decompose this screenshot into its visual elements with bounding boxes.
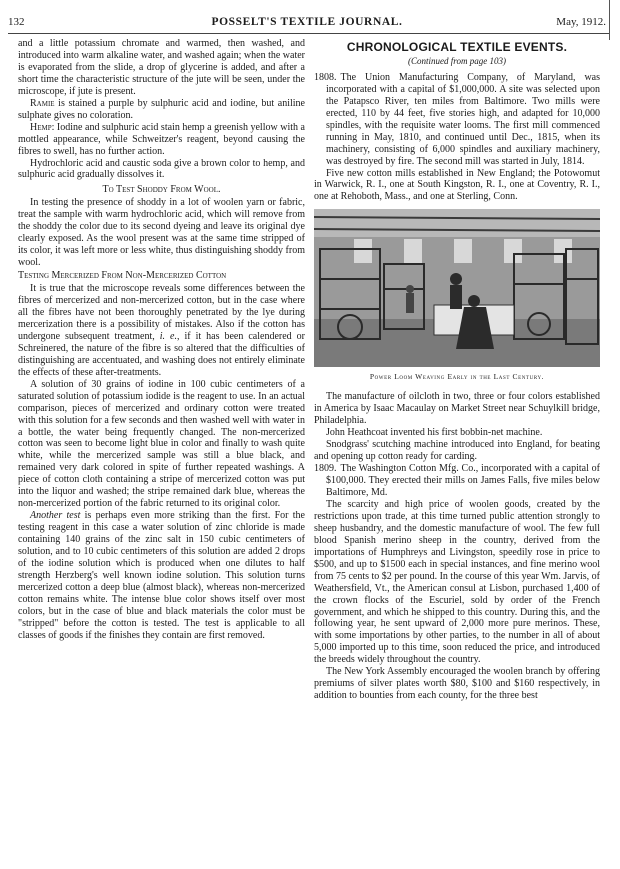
left-column <box>18 38 305 861</box>
microscope-text-b: , if it has been calendered or Schreinered, the nature of the fibre is so altered that the difficulties of distinguishing are accentuated, and washing does not entirely eliminate the effects of these after-treatments. <box>18 330 305 378</box>
paragraph-scarcity: The scarcity and high price of woolen goods, created by the restrictions upon trade, at this time turned public attention strongly to sheep husbandry, and the domestic manufacture of wool. The few full blood Spanish merino sheep in the country, derived from the importations of Humphreys and Livingston, speedily rose in price to $500, and up to $1500 each in special instances, and fine merino wool from 75 cents to $2 per pound. In the course of this year Wm. Jarvis, of Weathersfield, Vt., the American consul at Lisbon, purchased 1,400 of the crown flocks of the Escuriel, sold by order of the French government, and which he shipped to this country. During this, and the following year, he sent upward of 2,000 more pure merinos. These, with some importations by other parties, to the number in all of about 5,000 imported up to this time, soon reduced the price, and introduced the breeds widely throughout the country. <box>314 498 600 666</box>
issue-date: May, 1912. <box>556 16 606 28</box>
continued-note: (Continued from page 103) <box>408 55 506 66</box>
header-rule <box>8 33 610 34</box>
another-test-lead: Another test <box>30 510 81 522</box>
ramie-text: is stained a purple by sulphuric acid and iodine, but aniline sulphate gives no coloration. <box>18 97 305 121</box>
year-1809: 1809. <box>314 463 337 475</box>
ramie-label: Ramie <box>30 97 55 109</box>
right-column <box>314 38 600 861</box>
hemp-text: : Iodine and sulphuric acid stain hemp a greenish yellow with a mottled appearance, while Schweitzer's reagent, beyond causing the fibres to swell, has no further action. <box>18 121 305 157</box>
paragraph-microscope <box>18 283 305 379</box>
another-test-text: is perhaps even more striking than the first. For the testing reagent in this case a water solution of zinc chloride is made containing 140 grains of the zinc salt in 150 cubic centimeters of solution, and to 10 cubic centimeters of this solution are added 2 drops of the iodine solution which is produced when one dilutes to half strength Herzberg's well known iodine solution. This solution turns mercerized cotton a deep blue (almost black), whereas non-mercerized cotton remains white. The intense blue color shows itself over most colors, but in the case of blue and black materials the color must be "stripped" before the cotton is tested. The test is applicable to all classes of goods if the finishes they contain are first removed. <box>18 510 305 641</box>
power-loom-picture <box>314 209 600 367</box>
paragraph-five-mills: Five new cotton mills established in New England; the Potowomut in Warwick, R. I., one at South Kingston, R. I., one at Coventry, R. I., one at Rehoboth, Mass., and one at Sterling, Conn. <box>314 167 600 203</box>
figure-caption: Power Loom Weaving Early in the Last Century. <box>369 372 545 382</box>
year-1808: 1808. <box>314 71 337 83</box>
entry-1808-text: The Union Manufacturing Company, of Maryland, was incorporated with a capital of $1,000,000. A site was selected upon the Patapsco River, ten miles from Baltimore. Two mills were erected, 110 by 44 feet, five stories high, and adapted for 10,000 spindles, with the requisite water looms. The first mill commenced running in May, 1810, and continued until Dec., 1815, when its machinery, consisting of 6,000 spindles and auxiliary machinery, was destroyed by fire. The second mill was started in July, 1814. <box>326 71 600 167</box>
paragraph-snodgrass: Snodgrass' scutching machine introduced into England, for beating and opening up cotton ready for carding. <box>314 439 600 463</box>
journal-title: POSSELT'S TEXTILE JOURNAL. <box>211 16 403 28</box>
paragraph-hydrochloric: Hydrochloric acid and caustic soda give a brown color to hemp, and sulphuric acid gradually dissolves it. <box>18 157 305 181</box>
paragraph-hemp <box>18 122 305 158</box>
hemp-label: Hemp <box>30 121 52 133</box>
page-number: 132 <box>8 16 25 28</box>
entry-1809-text: The Washington Cotton Mfg. Co., incorporated with a capital of $100,000. They erected their mills on James Falls, five miles below Baltimore, Md. <box>326 463 600 498</box>
heading-test-shoddy: To Test Shoddy From Wool. <box>102 184 221 196</box>
paragraph-new-york: The New York Assembly encouraged the woolen branch by offering premiums of silver plates worth $80, $100 and $160 respectively, in addition to bounties from each county, for the three best <box>314 666 600 702</box>
power-loom-illustration <box>314 209 600 367</box>
paragraph-jute-continued: and a little potassium chromate and warmed, then washed, and introduced into warm alkaline water, and washed again; when the water is evaporated from the slide, a drop of glycerine is added, and after a short time the characteristic structure of the jute will be seen, under the microscope, if jute is present. <box>18 38 305 97</box>
paragraph-another-test <box>18 510 305 641</box>
ie-abbrev: i. e. <box>159 330 177 342</box>
paragraph-iodine-solution: A solution of 30 grains of iodine in 100 cubic centimeters of a saturated solution of potassium iodide is the reagent to use. In an actual comparison, pieces of mercerized and ordinary cotton were treated with this solution for a few seconds and then washed well with water in a bottle, the water being frequently changed. The non-mercerized cotton was seen to become light blue in color and finally to wash quite white, while the mercerized sample was still a blue black, and remained very dark colored in spite of further repeated washings. A piece of cotton cloth containing a stripe of mercerized cotton was put into the liquor and washed; the stripe remained dark blue, whereas the non-mercerized portion of the fabric returned to its original color. <box>18 378 305 510</box>
margin-rule <box>609 0 610 40</box>
microscope-text-a: It is true that the microscope reveals some differences between the fibres of mercerized and non-mercerized cotton, but in the case where all the fibres have not been thoroughly penetrated by the lye during mercerization there is a possibility of mistakes. Also if the cotton has undergone subsequent treatment, <box>18 283 305 342</box>
section-title: CHRONOLOGICAL TEXTILE EVENTS. <box>346 40 568 54</box>
entry-1809 <box>314 463 600 499</box>
paragraph-ramie <box>18 98 305 122</box>
paragraph-heathcoat: John Heathcoat invented his first bobbin-net machine. <box>326 427 543 439</box>
paragraph-oilcloth: The manufacture of oilcloth in two, three or four colors established in America by Isaac Macaulay on Market Street near Schuylkill bridge, Philadelphia. <box>314 391 600 427</box>
entry-1808 <box>314 72 600 168</box>
paragraph-shoddy: In testing the presence of shoddy in a lot of woolen yarn or fabric, treat the sample with warm hydrochloric acid, which will remove from the shoddy the color due to its second dyeing and leave its original dye clearly exposed. As the wool present was at the same time stripped of its color, it was left more or less white, thus distinguishing shoddy from wool. <box>18 197 305 269</box>
running-head <box>8 16 606 32</box>
heading-mercerized: Testing Mercerized From Non-Mercerized Cotton <box>18 270 227 282</box>
